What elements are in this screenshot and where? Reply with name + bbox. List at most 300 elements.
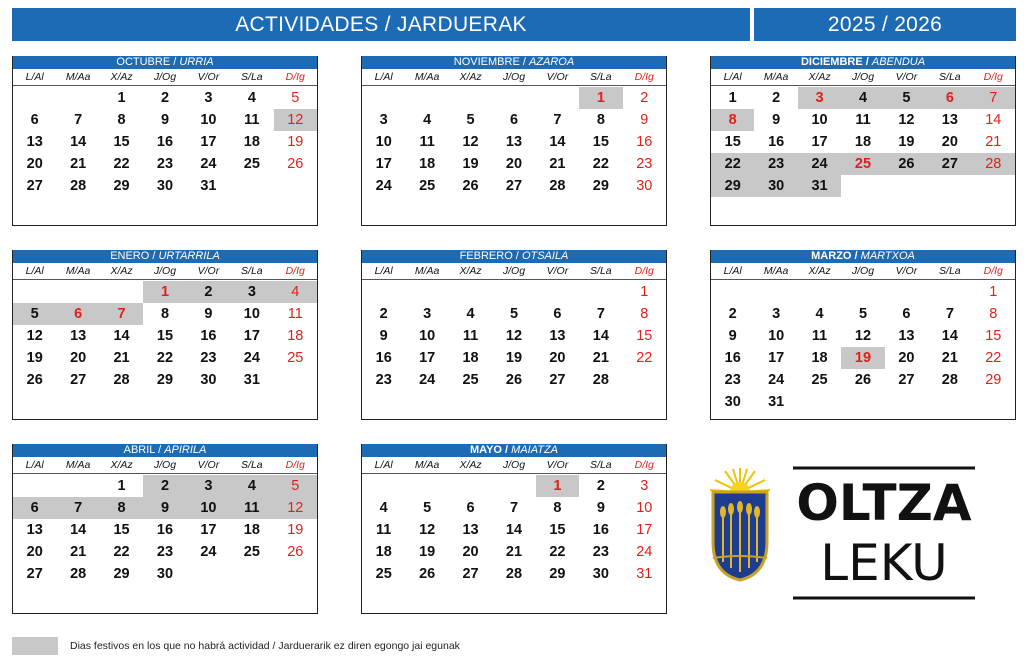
empty-day-cell <box>841 281 884 303</box>
day-cell: 3 <box>772 306 781 322</box>
day-cell: 20 <box>505 156 523 172</box>
day-cell: 15 <box>724 134 741 150</box>
month-name-eu: MARTXOA <box>860 250 915 262</box>
day-cell: 3 <box>423 306 432 322</box>
day-cell: 9 <box>728 328 737 344</box>
month-name-eu: ABENDUA <box>871 56 926 68</box>
day-cell: 29 <box>985 372 1002 388</box>
day-cell: 14 <box>941 328 958 344</box>
month-martxoa <box>710 250 1016 420</box>
day-cell: 2 <box>772 90 781 106</box>
weekday-label: D/Ig <box>285 265 305 277</box>
day-cell: 16 <box>156 522 174 538</box>
weekday-label: D/Ig <box>634 265 654 277</box>
month-name-es: NOVIEMBRE / <box>453 56 526 68</box>
day-cell: 26 <box>26 372 43 388</box>
weekday-label: M/Aa <box>65 265 91 277</box>
weekday-header-row <box>13 263 317 280</box>
day-cell: 6 <box>30 112 39 128</box>
day-cell: 28 <box>113 372 130 388</box>
day-cell: 12 <box>898 112 915 128</box>
day-cell: 23 <box>156 544 174 560</box>
weekday-label: M/Aa <box>763 265 789 277</box>
weekday-label: X/Az <box>110 71 133 83</box>
day-cell: 20 <box>898 350 915 366</box>
day-cell: 12 <box>26 328 43 344</box>
holiday-legend-text: Dias festivos en los que no habrá actividad / Jarduerarik ez diren egongo jai egunak <box>70 640 460 652</box>
empty-day-cell <box>536 87 579 109</box>
day-cell: 22 <box>592 156 609 172</box>
month-azaroa <box>361 56 667 226</box>
day-cell: 7 <box>945 306 954 322</box>
day-cell: 4 <box>274 281 317 303</box>
day-cell: 2 <box>160 90 170 106</box>
day-cell: 27 <box>462 566 479 582</box>
day-cell: 1 <box>640 284 649 300</box>
day-cell: 15 <box>549 522 566 538</box>
weekday-label: V/Or <box>197 265 220 277</box>
day-cell: 5 <box>13 303 56 325</box>
day-cell: 31 <box>243 372 260 388</box>
weekday-header-row <box>13 69 317 86</box>
day-cell: 3 <box>187 475 230 497</box>
weekday-label: L/Al <box>374 459 393 471</box>
month-header <box>711 250 1015 263</box>
month-name-es: DICIEMBRE / <box>800 56 869 68</box>
day-cell: 3 <box>640 478 649 494</box>
logo-line1: OLTZA <box>796 474 972 532</box>
day-cell: 6 <box>509 112 519 128</box>
day-cell: 9 <box>379 328 388 344</box>
day-cell: 11 <box>287 306 303 322</box>
day-cell: 17 <box>636 522 653 538</box>
day-cell: 5 <box>291 90 300 106</box>
month-header <box>13 444 317 457</box>
year-bar <box>754 8 1016 41</box>
day-cell: 19 <box>419 544 436 560</box>
weekday-label: X/Az <box>110 459 133 471</box>
empty-day-cell <box>405 475 448 497</box>
day-cell: 23 <box>592 544 609 560</box>
day-cell: 22 <box>985 350 1002 366</box>
weekday-label: D/Ig <box>285 459 305 471</box>
day-grid <box>362 87 666 197</box>
weekday-label: L/Al <box>25 71 44 83</box>
weekday-label: M/Aa <box>65 459 91 471</box>
month-name-eu: URTARRILA <box>158 250 220 262</box>
day-cell: 15 <box>592 134 609 150</box>
day-cell: 27 <box>26 566 43 582</box>
day-cell: 2 <box>728 306 737 322</box>
day-cell: 20 <box>941 134 958 150</box>
day-cell: 26 <box>885 153 928 175</box>
weekday-label: S/La <box>939 265 961 277</box>
day-cell: 24 <box>243 350 260 366</box>
day-cell: 25 <box>841 153 884 175</box>
empty-day-cell <box>13 87 56 109</box>
day-cell: 8 <box>989 306 998 322</box>
empty-day-cell <box>711 281 754 303</box>
day-cell: 11 <box>376 522 392 538</box>
day-cell: 8 <box>100 497 143 519</box>
day-cell: 5 <box>509 306 519 322</box>
weekday-label: J/Og <box>851 265 875 277</box>
weekday-label: M/Aa <box>763 71 789 83</box>
day-cell: 5 <box>423 500 432 516</box>
day-cell: 13 <box>26 522 43 538</box>
day-cell: 19 <box>462 156 479 172</box>
day-cell: 21 <box>592 350 609 366</box>
day-cell: 23 <box>724 372 741 388</box>
day-cell: 20 <box>70 350 87 366</box>
day-cell: 27 <box>549 372 566 388</box>
weekday-label: M/Aa <box>414 71 440 83</box>
day-cell: 29 <box>592 178 609 194</box>
day-cell: 5 <box>466 112 475 128</box>
day-cell: 1 <box>536 475 579 497</box>
day-cell: 19 <box>287 134 304 150</box>
weekday-label: S/La <box>590 265 612 277</box>
day-grid <box>711 281 1015 413</box>
day-cell: 20 <box>462 544 479 560</box>
month-otsaila <box>361 250 667 420</box>
empty-day-cell <box>928 281 971 303</box>
day-cell: 19 <box>26 350 43 366</box>
month-name-es: MAYO / <box>469 444 509 456</box>
day-cell: 12 <box>854 328 872 344</box>
day-cell: 16 <box>200 328 217 344</box>
day-cell: 28 <box>592 372 609 388</box>
day-cell: 7 <box>509 500 519 516</box>
day-cell: 13 <box>941 112 958 128</box>
day-cell: 26 <box>287 156 304 172</box>
day-cell: 4 <box>815 306 824 322</box>
weekday-label: V/Or <box>197 459 220 471</box>
day-cell: 27 <box>928 153 971 175</box>
day-cell: 9 <box>143 497 186 519</box>
day-cell: 25 <box>243 156 260 172</box>
day-cell: 22 <box>156 350 174 366</box>
day-grid <box>13 281 317 391</box>
day-cell: 10 <box>200 112 217 128</box>
weekday-label: S/La <box>241 459 263 471</box>
day-cell: 1 <box>728 90 737 106</box>
day-cell: 11 <box>811 328 828 344</box>
day-cell: 26 <box>287 544 304 560</box>
weekday-header-row <box>362 69 666 86</box>
weekday-header-row <box>711 263 1015 280</box>
weekday-label: V/Or <box>546 459 569 471</box>
day-cell: 31 <box>200 178 217 194</box>
day-cell: 2 <box>187 281 230 303</box>
year-range: 2025 / 2026 <box>827 12 943 36</box>
day-cell: 30 <box>724 394 741 410</box>
day-cell: 25 <box>462 372 479 388</box>
day-cell: 7 <box>56 497 99 519</box>
day-cell: 3 <box>379 112 388 128</box>
day-cell: 1 <box>117 478 126 494</box>
day-cell: 15 <box>156 328 174 344</box>
weekday-label: L/Al <box>374 265 393 277</box>
day-cell: 29 <box>156 372 174 388</box>
day-cell: 6 <box>13 497 56 519</box>
day-cell: 21 <box>113 350 130 366</box>
day-cell: 4 <box>379 500 388 516</box>
empty-day-cell <box>798 281 841 303</box>
day-cell: 18 <box>375 544 392 560</box>
day-grid <box>362 281 666 391</box>
day-cell: 19 <box>898 134 915 150</box>
day-cell: 10 <box>811 112 828 128</box>
day-cell: 26 <box>419 566 436 582</box>
day-cell: 6 <box>56 303 99 325</box>
day-cell: 12 <box>462 134 479 150</box>
day-cell: 28 <box>70 566 87 582</box>
weekday-label: V/Or <box>197 71 220 83</box>
day-cell: 10 <box>375 134 392 150</box>
weekday-label: D/Ig <box>983 71 1003 83</box>
month-urtarrila <box>12 250 318 420</box>
day-cell: 23 <box>156 156 174 172</box>
day-cell: 11 <box>462 328 479 344</box>
day-cell: 13 <box>898 328 915 344</box>
day-cell: 19 <box>287 522 304 538</box>
holiday-legend-swatch <box>12 637 58 655</box>
day-cell: 16 <box>768 134 785 150</box>
weekday-label: L/Al <box>374 71 393 83</box>
day-cell: 4 <box>247 90 256 106</box>
day-cell: 29 <box>549 566 566 582</box>
logo-line2: LEKU <box>820 534 948 592</box>
day-cell: 26 <box>505 372 523 388</box>
day-cell: 19 <box>505 350 523 366</box>
day-cell: 9 <box>596 500 605 516</box>
day-cell: 1 <box>117 90 126 106</box>
weekday-label: X/Az <box>459 265 482 277</box>
empty-day-cell <box>449 87 492 109</box>
day-cell: 25 <box>811 372 828 388</box>
day-cell: 28 <box>941 372 958 388</box>
empty-day-cell <box>56 475 99 497</box>
day-cell: 10 <box>243 306 260 322</box>
day-cell: 16 <box>724 350 741 366</box>
empty-day-cell <box>405 87 448 109</box>
day-cell: 27 <box>26 178 43 194</box>
day-cell: 9 <box>772 112 781 128</box>
weekday-label: S/La <box>241 71 263 83</box>
day-cell: 17 <box>768 350 785 366</box>
day-cell: 29 <box>711 175 754 197</box>
day-cell: 2 <box>379 306 388 322</box>
day-cell: 24 <box>200 544 217 560</box>
day-cell: 15 <box>636 328 653 344</box>
day-cell: 11 <box>244 112 260 128</box>
day-cell: 4 <box>230 475 273 497</box>
day-cell: 7 <box>553 112 562 128</box>
weekday-label: L/Al <box>723 265 742 277</box>
day-cell: 17 <box>375 156 392 172</box>
day-cell: 22 <box>113 544 130 560</box>
day-cell: 30 <box>636 178 653 194</box>
day-cell: 20 <box>26 544 43 560</box>
weekday-label: J/Og <box>153 459 177 471</box>
oltza-leku-logo <box>705 462 985 602</box>
month-header <box>362 56 666 69</box>
day-cell: 30 <box>754 175 797 197</box>
day-cell: 3 <box>230 281 273 303</box>
day-cell: 12 <box>505 328 523 344</box>
day-cell: 19 <box>841 347 884 369</box>
day-cell: 6 <box>466 500 475 516</box>
day-cell: 11 <box>855 112 871 128</box>
month-header <box>362 250 666 263</box>
empty-day-cell <box>492 475 535 497</box>
day-cell: 20 <box>26 156 43 172</box>
day-cell: 21 <box>505 544 523 560</box>
month-name-eu: AZAROA <box>528 56 575 68</box>
weekday-label: J/Og <box>153 265 177 277</box>
day-cell: 8 <box>596 112 605 128</box>
day-cell: 25 <box>243 544 260 560</box>
day-cell: 24 <box>375 178 392 194</box>
day-cell: 14 <box>549 134 566 150</box>
day-cell: 31 <box>636 566 653 582</box>
weekday-label: M/Aa <box>414 459 440 471</box>
page-title-bar <box>12 8 750 41</box>
day-cell: 7 <box>596 306 605 322</box>
day-cell: 8 <box>160 306 170 322</box>
month-name-es: OCTUBRE / <box>116 56 177 68</box>
page-title: ACTIVIDADES / JARDUERAK <box>235 12 527 36</box>
day-cell: 6 <box>902 306 911 322</box>
day-cell: 21 <box>70 156 87 172</box>
month-name-es: FEBRERO / <box>459 250 519 262</box>
day-cell: 4 <box>423 112 432 128</box>
month-name-es: MARZO / <box>811 250 858 262</box>
day-cell: 6 <box>928 87 971 109</box>
day-cell: 30 <box>156 566 174 582</box>
weekday-label: D/Ig <box>285 71 305 83</box>
day-cell: 22 <box>711 153 754 175</box>
municipal-seal-icon <box>710 468 770 580</box>
weekday-header-row <box>362 457 666 474</box>
day-cell: 9 <box>160 112 170 128</box>
day-cell: 11 <box>230 497 273 519</box>
weekday-label: J/Og <box>502 459 526 471</box>
empty-day-cell <box>449 281 492 303</box>
day-cell: 4 <box>466 306 475 322</box>
empty-day-cell <box>13 281 56 303</box>
day-cell: 17 <box>419 350 436 366</box>
empty-day-cell <box>100 281 143 303</box>
weekday-label: M/Aa <box>65 71 91 83</box>
day-cell: 13 <box>70 328 87 344</box>
day-cell: 14 <box>113 328 130 344</box>
weekday-label: X/Az <box>808 71 831 83</box>
day-cell: 25 <box>375 566 392 582</box>
weekday-label: X/Az <box>459 459 482 471</box>
empty-day-cell <box>362 281 405 303</box>
weekday-label: X/Az <box>110 265 133 277</box>
day-cell: 16 <box>636 134 653 150</box>
empty-day-cell <box>56 87 99 109</box>
day-cell: 1 <box>989 284 998 300</box>
day-cell: 24 <box>200 156 217 172</box>
day-cell: 20 <box>549 350 566 366</box>
day-cell: 24 <box>419 372 436 388</box>
day-cell: 18 <box>419 156 436 172</box>
weekday-header-row <box>362 263 666 280</box>
day-cell: 3 <box>798 87 841 109</box>
month-maiatza <box>361 444 667 614</box>
empty-day-cell <box>13 475 56 497</box>
day-cell: 8 <box>553 500 562 516</box>
day-cell: 1 <box>143 281 186 303</box>
weekday-label: D/Ig <box>983 265 1003 277</box>
day-cell: 18 <box>811 350 828 366</box>
day-cell: 8 <box>640 306 649 322</box>
day-cell: 21 <box>70 544 87 560</box>
day-cell: 10 <box>187 497 230 519</box>
month-name-eu: OTSAILA <box>521 250 569 262</box>
empty-day-cell <box>362 87 405 109</box>
day-cell: 16 <box>592 522 609 538</box>
month-abendua <box>710 56 1016 226</box>
day-cell: 27 <box>898 372 915 388</box>
day-cell: 13 <box>462 522 479 538</box>
weekday-label: D/Ig <box>634 71 654 83</box>
day-cell: 31 <box>798 175 841 197</box>
weekday-label: V/Or <box>895 265 918 277</box>
day-cell: 8 <box>711 109 754 131</box>
day-cell: 17 <box>243 328 260 344</box>
day-cell: 23 <box>636 156 653 172</box>
day-cell: 14 <box>70 522 87 538</box>
weekday-label: J/Og <box>153 71 177 83</box>
day-cell: 28 <box>505 566 523 582</box>
day-cell: 22 <box>113 156 130 172</box>
day-cell: 5 <box>885 87 928 109</box>
day-cell: 14 <box>70 134 87 150</box>
empty-day-cell <box>579 281 622 303</box>
day-grid <box>362 475 666 585</box>
month-name-eu: MAIATZA <box>511 444 559 456</box>
empty-day-cell <box>492 281 535 303</box>
day-cell: 30 <box>200 372 217 388</box>
weekday-header-row <box>711 69 1015 86</box>
day-cell: 10 <box>768 328 785 344</box>
month-header <box>13 250 317 263</box>
day-cell: 14 <box>505 522 523 538</box>
weekday-label: S/La <box>590 459 612 471</box>
day-cell: 13 <box>549 328 566 344</box>
empty-day-cell <box>362 475 405 497</box>
weekday-label: X/Az <box>808 265 831 277</box>
day-cell: 12 <box>274 497 317 519</box>
day-cell: 21 <box>985 134 1002 150</box>
month-header <box>711 56 1015 69</box>
weekday-label: V/Or <box>546 71 569 83</box>
day-cell: 6 <box>553 306 562 322</box>
day-cell: 15 <box>985 328 1002 344</box>
day-cell: 7 <box>972 87 1015 109</box>
month-name-eu: APIRILA <box>164 444 207 456</box>
day-cell: 14 <box>592 328 609 344</box>
day-cell: 27 <box>505 178 523 194</box>
day-cell: 23 <box>754 153 797 175</box>
day-cell: 24 <box>798 153 841 175</box>
day-cell: 5 <box>274 475 317 497</box>
